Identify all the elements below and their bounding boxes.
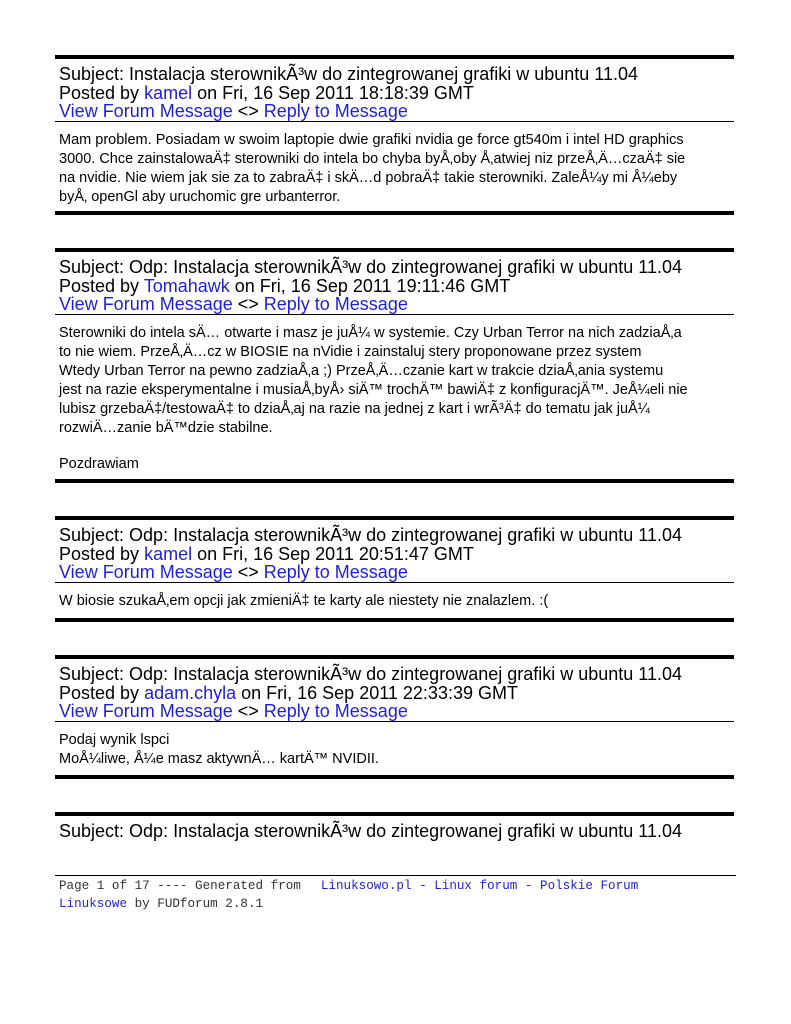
- post-meta: Posted by Tomahawk on Fri, 16 Sep 2011 19:11:46 GMT: [59, 275, 511, 296]
- body-line: Mam problem. Posiadam w swoim laptopie dwie grafiki nvidia ge force gt540m i intel HD graphics: [59, 131, 684, 148]
- body-line: lubisz grzebaÄ‡/testowaÄ‡ to dziaÅ‚aj na razie na jednej z kart i wrÃ³Ä‡ do tematu jak juÅ¼: [59, 400, 650, 417]
- reply-link[interactable]: Reply to Message: [263, 101, 408, 121]
- post-subject: Subject: Instalacja sterownikÃ³w do zintegrowanej grafiki w ubuntu 11.04: [59, 64, 638, 84]
- post-header: [55, 59, 734, 121]
- post-bottom-rule: [55, 775, 734, 779]
- post-actions: View Forum Message <> Reply to Message: [59, 701, 408, 721]
- post-meta: Posted by adam.chyla on Fri, 16 Sep 2011 22:33:39 GMT: [59, 682, 518, 703]
- view-message-link[interactable]: View Forum Message: [59, 562, 233, 582]
- post-header: [55, 816, 734, 841]
- body-line: Wtedy Urban Terror na pewno zadziaÅ‚a ;) PrzeÅ‚Ä…czanie kart w trakcie dziaÅ‚ania systemu: [59, 362, 664, 379]
- reply-link[interactable]: Reply to Message: [263, 701, 408, 721]
- post-actions: View Forum Message <> Reply to Message: [59, 294, 408, 314]
- post-body: [55, 315, 734, 474]
- page-info: Page 1 of 17 ---- Generated from: [59, 879, 301, 893]
- post-actions: View Forum Message <> Reply to Message: [59, 562, 408, 582]
- forum-post: [55, 655, 734, 769]
- body-line: byÅ‚ openGl aby uruchomic gre urbanterror.: [59, 188, 341, 205]
- page-footer: [59, 877, 729, 913]
- post-header: [55, 520, 734, 582]
- body-line: W biosie szukaÅ‚em opcji jak zmieniÄ‡ te karty ale niestety nie znalazlem. :(: [59, 592, 549, 609]
- post-signature: Pozdrawiam: [59, 455, 139, 472]
- body-line: rozwiÄ…zanie bÄ™dzie stabilne.: [59, 419, 273, 436]
- post-header: [55, 252, 734, 314]
- post-bottom-rule: [55, 479, 734, 483]
- post-actions: View Forum Message <> Reply to Message: [59, 101, 408, 121]
- body-line: jest na razie eksperymentalne i musiaÅ‚byÅ› siÄ™ trochÄ™ bawiÄ‡ z konfiguracjÄ™. JeÅ¼eli nie: [59, 381, 688, 398]
- post-body: [55, 722, 734, 769]
- footer-line-2: [59, 895, 729, 913]
- site-link-continued[interactable]: Linuksowe: [59, 897, 128, 911]
- body-line: na nvidie. Nie wiem jak sie za to zabraÄ‡ i skÄ…d pobraÄ‡ takie sterowniki. ZaleÅ¼y mi Å¼eby: [59, 169, 678, 186]
- forum-post: [55, 55, 734, 207]
- post-meta: Posted by kamel on Fri, 16 Sep 2011 18:18:39 GMT: [59, 82, 474, 103]
- reply-link[interactable]: Reply to Message: [263, 562, 408, 582]
- forum-post: [55, 812, 734, 841]
- post-bottom-rule: [55, 618, 734, 622]
- site-link[interactable]: Linuksowo.pl - Linux forum - Polskie Forum: [320, 879, 639, 893]
- author-link[interactable]: kamel: [144, 543, 193, 564]
- footer-rule: [55, 875, 736, 876]
- post-subject: Subject: Odp: Instalacja sterownikÃ³w do zintegrowanej grafiki w ubuntu 11.04: [59, 664, 683, 684]
- view-message-link[interactable]: View Forum Message: [59, 701, 233, 721]
- body-line: to nie wiem. PrzeÅ‚Ä…cz w BIOSIE na nVidie i zainstaluj stery proponowane przez system: [59, 343, 642, 360]
- author-link[interactable]: Tomahawk: [143, 275, 230, 296]
- footer-line-1: [59, 877, 729, 895]
- forum-post: [55, 248, 734, 474]
- post-body: [55, 122, 734, 207]
- post-meta: Posted by kamel on Fri, 16 Sep 2011 20:51:47 GMT: [59, 543, 474, 564]
- post-header: [55, 659, 734, 721]
- body-line: Podaj wynik lspci: [59, 731, 170, 748]
- post-body: [55, 583, 734, 611]
- view-message-link[interactable]: View Forum Message: [59, 101, 233, 121]
- reply-link[interactable]: Reply to Message: [263, 294, 408, 314]
- body-line: 3000. Chce zainstalowaÄ‡ sterowniki do intela bo chyba byÅ‚oby Å‚atwiej niz przeÅ‚Ä…czaÄ‡ sie: [59, 150, 686, 167]
- body-line: Sterowniki do intela sÄ… otwarte i masz je juÅ¼ w systemie. Czy Urban Terror na nich zadziaÅ‚a: [59, 324, 682, 341]
- post-subject: Subject: Odp: Instalacja sterownikÃ³w do zintegrowanej grafiki w ubuntu 11.04: [59, 525, 683, 545]
- post-subject: Subject: Odp: Instalacja sterownikÃ³w do zintegrowanej grafiki w ubuntu 11.04: [59, 257, 683, 277]
- view-message-link[interactable]: View Forum Message: [59, 294, 233, 314]
- body-line: MoÅ¼liwe, Å¼e masz aktywnÄ… kartÄ™ NVIDII.: [59, 750, 379, 767]
- forum-post: [55, 516, 734, 611]
- post-bottom-rule: [55, 211, 734, 215]
- post-subject: Subject: Odp: Instalacja sterownikÃ³w do zintegrowanej grafiki w ubuntu 11.04: [59, 821, 683, 841]
- generator-info: by FUDforum 2.8.1: [127, 897, 264, 911]
- author-link[interactable]: adam.chyla: [144, 682, 237, 703]
- author-link[interactable]: kamel: [144, 82, 193, 103]
